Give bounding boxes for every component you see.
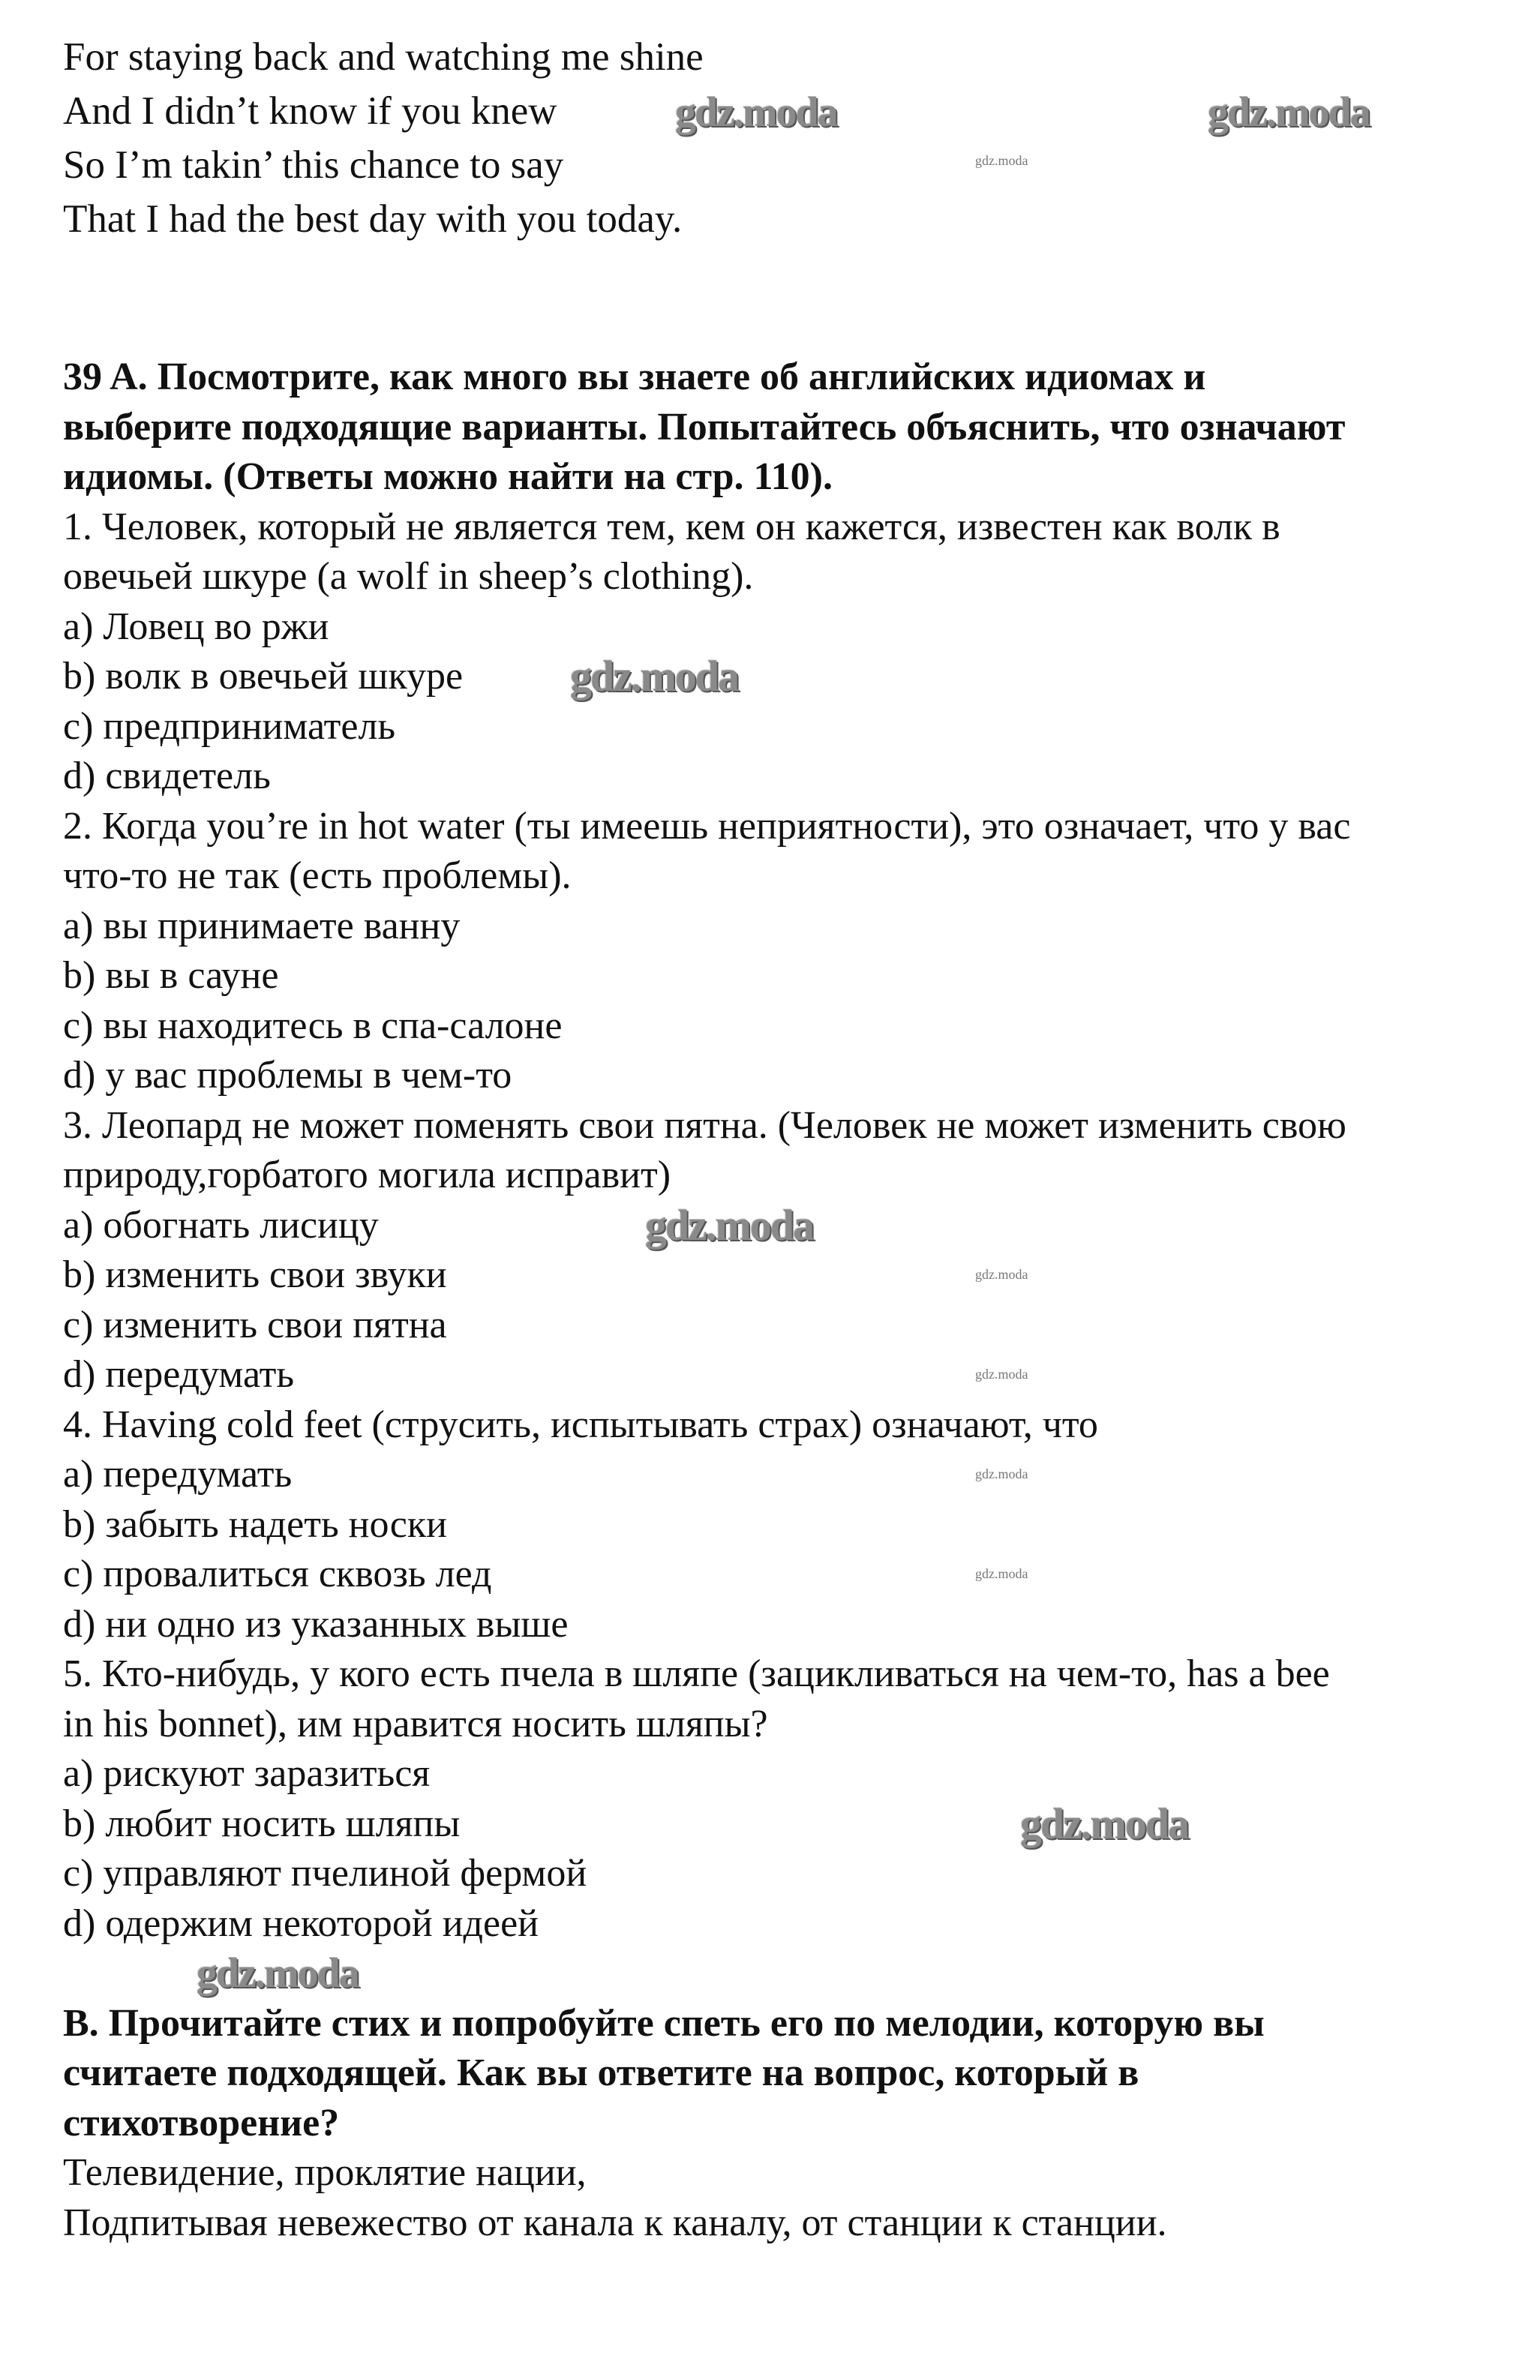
question-line: d) передумать [63, 1353, 295, 1396]
question-line: b) вы в сауне [63, 954, 279, 997]
question-line: c) изменить свои пятна [63, 1303, 447, 1346]
question-line: природу,горбатого могила исправит) [63, 1154, 671, 1196]
question-line: b) любит носить шляпы [63, 1802, 461, 1845]
watermark-logo: gdz.moda [675, 89, 837, 136]
heading-line: 39 A. Посмотрите, как много вы знаете об английских идиомах и [63, 356, 1206, 398]
question-line: овечьей шкуре (a wolf in sheep’s clothing). [63, 555, 754, 598]
heading-line: выберите подходящие варианты. Попытайтесь объяснить, что означают [63, 405, 1346, 449]
heading-line: B. Прочитайте стих и попробуйте спеть его по мелодии, которую вы [63, 2001, 1265, 2045]
heading-line: идиомы. (Ответы можно найти на стр. 110). [63, 455, 833, 498]
question-line: c) провалиться сквозь лед [63, 1553, 492, 1595]
watermark-logo: gdz.moda [645, 1201, 814, 1250]
question-line: a) рискуют заразиться [63, 1752, 431, 1795]
question-line: c) управляют пчелиной фермой [63, 1852, 587, 1895]
poem-line: For staying back and watching me shine [63, 35, 704, 79]
question-line: c) предприниматель [63, 704, 396, 748]
question-line: 1. Человек, который не является тем, кем он кажется, известен как волк в [63, 505, 1280, 548]
exercise-heading-a [63, 353, 1510, 503]
question-line: a) Ловец во ржи [63, 605, 329, 648]
watermark-logo: gdz.moda [975, 1367, 1028, 1382]
heading-line: стихотворение? [63, 2101, 340, 2144]
poem-excerpt [63, 30, 1510, 246]
watermark-logo: gdz.moda [197, 1950, 359, 1997]
question-line: 4. Having cold feet (струсить, испытывать страх) означают, что [63, 1403, 1098, 1446]
poem-line: Подпитывая невежество от канала к каналу, от станции к станции. [63, 2201, 1167, 2244]
poem-line: That I had the best day with you today. [63, 197, 683, 241]
question-line: d) одержим некоторой идеей [63, 1901, 539, 1945]
watermark-logo: gdz.moda [570, 652, 739, 701]
watermark-logo: gdz.moda [975, 153, 1028, 168]
question-line: d) ни одно из указанных выше [63, 1602, 569, 1646]
question-line: b) изменить свои звуки [63, 1253, 447, 1296]
watermark-logo: gdz.moda [975, 1267, 1028, 1282]
watermark-logo: gdz.moda [1208, 89, 1370, 136]
poem-b [63, 2148, 1510, 2248]
watermark-logo: gdz.moda [975, 1566, 1028, 1581]
watermark-logo: gdz.moda [1020, 1799, 1189, 1848]
poem-line: Телевидение, проклятие нации, [63, 2151, 587, 2194]
question-line: b) забыть надеть носки [63, 1502, 447, 1546]
question-line: 3. Леопард не может поменять свои пятна. (Человек не может изменить свою [63, 1103, 1346, 1147]
watermark-logo: gdz.moda [975, 1466, 1028, 1481]
poem-line: So I’m takin’ this chance to say [63, 143, 564, 187]
question-line: c) вы находитесь в спа-салоне [63, 1004, 563, 1047]
question-line: что-то не так (есть проблемы). [63, 854, 572, 897]
question-line: in his bonnet), им нравится носить шляпы? [63, 1702, 768, 1745]
exercise-heading-b [63, 1999, 1510, 2149]
question-line: d) у вас проблемы в чем-то [63, 1054, 512, 1097]
question-line: 5. Кто-нибудь, у кого есть пчела в шляпе (зацикливаться на чем-то, has a bee [63, 1652, 1330, 1695]
question-line: 2. Когда you’re in hot water (ты имеешь неприятности), это означает, что у вас [63, 804, 1351, 848]
heading-line: считаете подходящей. Как вы ответите на вопрос, который в [63, 2051, 1139, 2094]
poem-line: And I didn’t know if you knew [63, 89, 557, 133]
question-line: b) волк в овечьей шкуре [63, 655, 464, 698]
question-line: d) свидетель [63, 755, 271, 797]
question-line: a) вы принимаете ванну [63, 904, 461, 947]
question-line: a) обогнать лисицу [63, 1203, 379, 1247]
question-line: a) передумать [63, 1453, 293, 1496]
